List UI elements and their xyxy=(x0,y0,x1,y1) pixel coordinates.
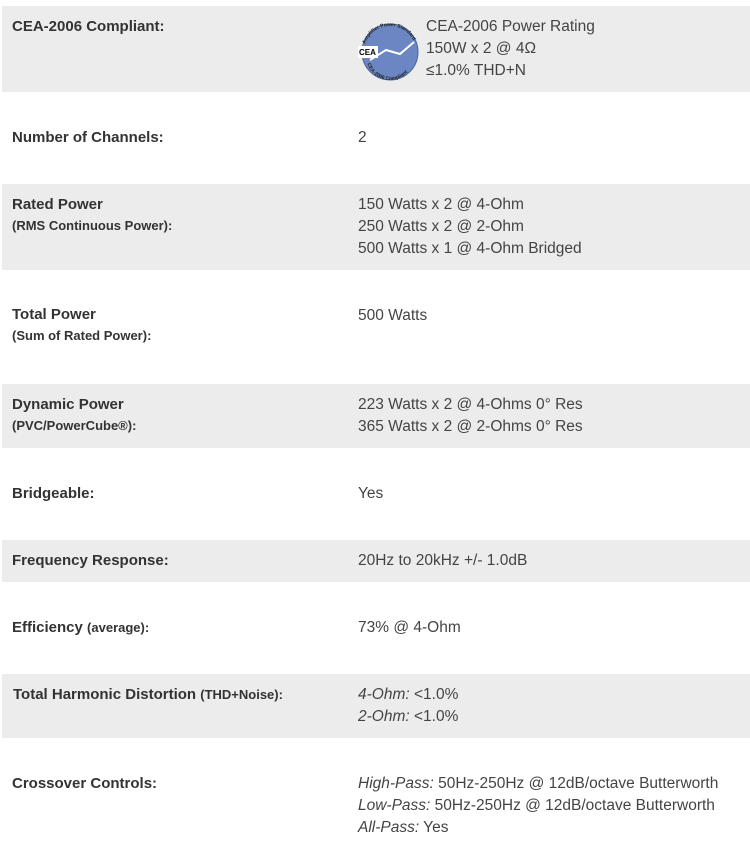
spec-value xyxy=(358,550,527,572)
value-line: 223 Watts x 2 @ 4-Ohms 0° Res xyxy=(358,396,583,413)
value-key: High-Pass: xyxy=(358,775,434,792)
value-line xyxy=(358,795,718,817)
spec-label-suffix: (average): xyxy=(87,620,150,635)
value-line xyxy=(358,684,458,706)
spec-label: Crossover Controls: xyxy=(12,775,158,792)
spec-row-dynamic-power xyxy=(2,384,750,448)
spec-value xyxy=(358,684,458,728)
spec-label xyxy=(12,617,149,638)
value-line: 500 Watts xyxy=(358,307,428,324)
value-line: 150 Watts x 2 @ 4-Ohm xyxy=(358,196,524,213)
spec-row-thd xyxy=(2,674,750,738)
value-text: Yes xyxy=(419,819,449,836)
spec-label xyxy=(12,394,136,436)
value-key: 4-Ohm: xyxy=(358,686,410,703)
value-line: ≤1.0% THD+N xyxy=(426,62,526,79)
value-key: Low-Pass: xyxy=(358,797,431,814)
value-line: 250 Watts x 2 @ 2-Ohm xyxy=(358,218,524,235)
cea-compliance-badge xyxy=(356,20,420,84)
spec-label: Frequency Response: xyxy=(12,552,169,569)
value-line: 73% @ 4-Ohm xyxy=(358,619,461,636)
value-line xyxy=(358,706,458,728)
spec-label: Bridgeable: xyxy=(12,485,95,502)
spec-label-main: Efficiency xyxy=(12,619,83,636)
spec-label xyxy=(13,684,283,705)
value-line: 500 Watts x 1 @ 4-Ohm Bridged xyxy=(358,240,582,257)
spec-label-suffix: (THD+Noise): xyxy=(200,687,283,702)
spec-label-main: Rated Power xyxy=(12,196,103,213)
spec-row-crossover xyxy=(2,738,750,848)
spec-label-sub: (PVC/PowerCube®): xyxy=(12,418,137,433)
spec-label-main: Total Power xyxy=(12,306,96,323)
value-text: <1.0% xyxy=(409,708,459,725)
badge-top-text: Amplifier Power Standard xyxy=(361,21,417,45)
spec-label-main: Dynamic Power xyxy=(12,396,124,413)
spec-row-channels xyxy=(2,92,750,184)
spec-label: CEA-2006 Compliant: xyxy=(12,18,165,35)
spec-value xyxy=(426,16,595,82)
spec-label-sub: (Sum of Rated Power): xyxy=(12,328,152,343)
spec-value xyxy=(358,127,367,149)
value-line: CEA-2006 Power Rating xyxy=(426,18,595,35)
spec-value xyxy=(358,773,718,839)
value-line xyxy=(358,817,718,839)
value-line xyxy=(358,773,718,795)
spec-row-rated-power xyxy=(2,184,750,270)
spec-value xyxy=(358,483,383,505)
value-key: All-Pass: xyxy=(358,819,420,836)
spec-label xyxy=(12,304,151,346)
spec-row-bridgeable xyxy=(2,448,750,540)
spec-label xyxy=(12,194,172,236)
value-line: 365 Watts x 2 @ 2-Ohms 0° Res xyxy=(358,418,583,435)
value-text: 50Hz-250Hz @ 12dB/octave Butterworth xyxy=(430,797,715,814)
badge-bottom-text: CEA-2006 Compliant xyxy=(365,62,410,83)
spec-label-main: Total Harmonic Distortion xyxy=(13,686,197,703)
spec-row-cea xyxy=(2,6,750,92)
value-line: Yes xyxy=(358,485,384,502)
value-line: 2 xyxy=(358,129,367,146)
value-key: 2-Ohm: xyxy=(358,708,410,725)
spec-label: Number of Channels: xyxy=(12,129,164,146)
badge-center-text: CEA xyxy=(359,48,376,57)
value-text: <1.0% xyxy=(409,686,459,703)
spec-value xyxy=(358,394,583,438)
spec-row-total-power xyxy=(2,270,750,384)
spec-value xyxy=(358,305,427,327)
spec-row-frequency-response xyxy=(2,540,750,582)
spec-value xyxy=(358,194,582,260)
spec-label-sub: (RMS Continuous Power): xyxy=(12,218,173,233)
value-line: 20Hz to 20kHz +/- 1.0dB xyxy=(358,552,528,569)
value-line: 150W x 2 @ 4Ω xyxy=(426,40,537,57)
spec-value xyxy=(358,617,461,639)
value-text: 50Hz-250Hz @ 12dB/octave Butterworth xyxy=(433,775,719,792)
spec-row-efficiency xyxy=(2,582,750,674)
